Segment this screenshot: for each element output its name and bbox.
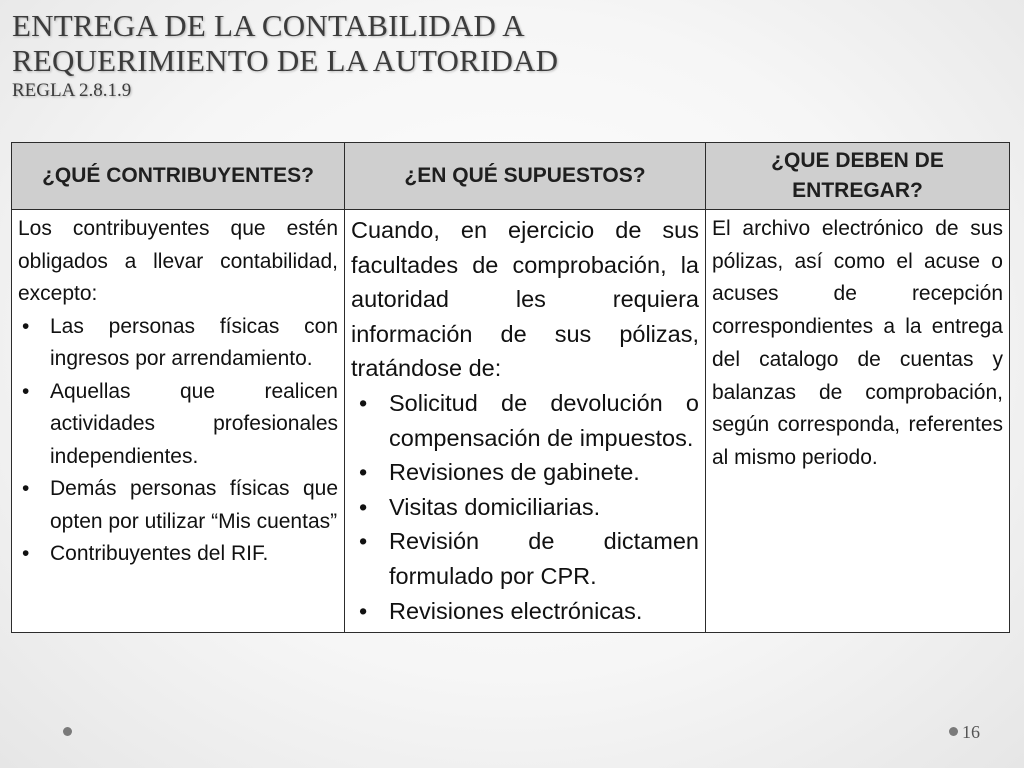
list-item (18, 311, 338, 376)
slide-subtitle: REGLA 2.8.1.9 (12, 80, 132, 101)
bullet-icon: • (22, 379, 30, 403)
table-body-row (12, 210, 1010, 633)
left-dot-icon (63, 727, 72, 736)
bullet-icon: • (359, 597, 368, 624)
list-item-text: Visitas domiciliarias. (389, 493, 601, 520)
header-que-deben-entregar: ¿QUE DEBEN DE ENTREGAR? (706, 143, 1010, 210)
list-item (351, 455, 699, 490)
bullet-icon: • (22, 477, 30, 500)
list-item-text: Revisión de dictamen formulado por CPR. (389, 528, 699, 589)
list-item-text: Revisiones de gabinete. (389, 459, 640, 486)
header-en-que-supuestos: ¿EN QUÉ SUPUESTOS? (345, 143, 706, 210)
list-item (18, 538, 338, 571)
supuestos-intro: Cuando, en ejercicio de sus facultades de comprobación, la autoridad les requiera información de sus pólizas, tratándose de: (351, 217, 699, 382)
page-number: 16 (962, 722, 980, 742)
list-item (351, 490, 699, 525)
table-header-row (12, 143, 1010, 210)
list-item-text: Aquellas que realicen actividades profesionales independientes. (50, 379, 338, 468)
bullet-icon: • (22, 542, 30, 565)
list-item-text: Contribuyentes del RIF. (50, 542, 269, 565)
list-item (351, 524, 699, 593)
list-item (18, 473, 338, 538)
list-item-text: Revisiones electrónicas. (389, 597, 643, 624)
contribuyentes-intro: Los contribuyentes que estén obligados a llevar contabilidad, excepto: (18, 217, 338, 305)
supuestos-list (351, 386, 699, 628)
slide-title-line-2: REQUERIMIENTO DE LA AUTORIDAD (12, 43, 559, 78)
right-dot-icon (949, 727, 958, 736)
header-que-contribuyentes: ¿QUÉ CONTRIBUYENTES? (12, 143, 345, 210)
list-item-text: Solicitud de devolución o compensación de impuestos. (389, 389, 699, 451)
slide-title-block (12, 8, 1002, 102)
list-item (351, 594, 699, 629)
cell-supuestos (345, 210, 706, 633)
list-item (18, 376, 338, 474)
bullet-icon: • (359, 459, 368, 486)
slide-title-line-1: ENTREGA DE LA CONTABILIDAD A (12, 8, 525, 43)
list-item-text: Demás personas físicas que opten por utilizar “Mis cuentas” (50, 477, 338, 533)
exceptions-list (18, 311, 338, 571)
bullet-icon: • (22, 314, 30, 338)
cell-entregables: El archivo electrónico de sus pólizas, así como el acuse o acuses de recepción correspondientes a la entrega del catalogo de cuentas y balanzas de comprobación, según corresponda, referentes al mismo periodo. (706, 210, 1010, 633)
list-item (351, 386, 699, 455)
bullet-icon: • (359, 389, 368, 416)
list-item-text: Las personas físicas con ingresos por arrendamiento. (50, 314, 338, 370)
obligations-table (11, 142, 1010, 633)
bullet-icon: • (359, 528, 368, 555)
bullet-icon: • (359, 493, 368, 520)
cell-contribuyentes (12, 210, 345, 633)
